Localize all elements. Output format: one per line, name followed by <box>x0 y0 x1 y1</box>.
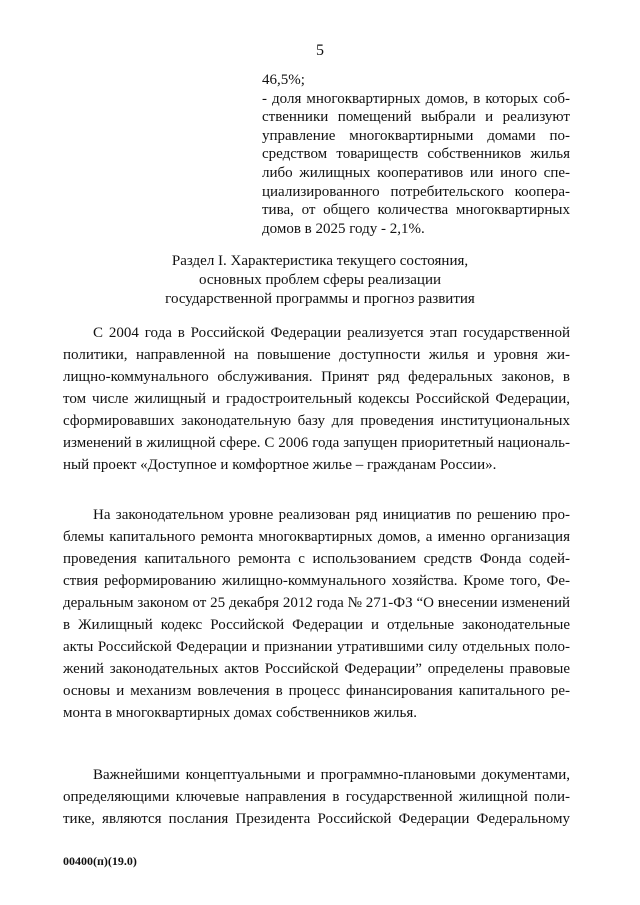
paragraph-1 <box>63 322 570 476</box>
text-line: тива, от общего количества многоквартирных <box>262 202 570 219</box>
section-heading <box>60 252 580 309</box>
text-line: циализированного потребительского коопера- <box>262 183 570 200</box>
text-line: управление многоквартирными домами по- <box>262 127 570 144</box>
text-line: средством товариществ собственников жилья <box>262 146 570 163</box>
text-line: либо жилищных кооперативов или иного спе- <box>262 164 570 181</box>
text-line: политики, направленной на повышение доступности жилья и уровня жи- <box>63 347 570 363</box>
text-line: тике, являются послания Президента Российской Федерации Федеральному <box>63 811 570 827</box>
text-line: На законодательном уровне реализован ряд инициатив по решению про- <box>93 507 570 523</box>
list-continuation <box>262 71 570 238</box>
text-line: определяющими ключевые направления в государственной жилищной поли- <box>63 789 570 805</box>
text-line: том числе жилищный и градостроительный кодексы Российской Федерации, <box>63 391 570 407</box>
text-line: ный проект «Доступное и комфортное жилье – гражданам России». <box>63 457 497 473</box>
text-line: лищно-коммунального обслуживания. Принят ряд федеральных законов, в <box>63 369 570 385</box>
text-line: ственники помещений выбрали и реализуют <box>262 109 570 126</box>
heading-line: Раздел I. Характеристика текущего состояния, <box>171 253 469 269</box>
text-line: ствия реформированию жилищно-коммунального хозяйства. Кроме того, Фе- <box>63 573 570 589</box>
text-line: - доля многоквартирных домов, в которых соб- <box>262 90 570 107</box>
text-line: деральным законом от 25 декабря 2012 года № 271-ФЗ “О внесении изменений <box>63 595 570 611</box>
text-line: изменений в жилищной сфере. С 2006 года запущен приоритетный националь- <box>63 435 570 451</box>
heading-line: государственной программы и прогноз развития <box>165 291 475 307</box>
text-line: Важнейшими концептуальными и программно-плановыми документами, <box>93 767 570 783</box>
text-line: жений законодательных актов Российской Федерации” определены правовые <box>63 661 570 677</box>
page-number: 5 <box>316 42 324 59</box>
paragraph-3 <box>63 764 570 830</box>
heading-line: основных проблем сферы реализации <box>198 272 442 288</box>
text-line: акты Российской Федерации и признании утратившими силу отдельных поло- <box>63 639 570 655</box>
text-line: монта в многоквартирных домах собственников жилья. <box>63 705 417 721</box>
text-line: основы и механизм вовлечения в процесс финансирования капитального ре- <box>63 683 570 699</box>
text-line: блемы капитального ремонта многоквартирных домов, а именно организация <box>63 529 570 545</box>
text-line: проведения капитального ремонта с использованием средств Фонда содей- <box>63 551 570 567</box>
text-line: в Жилищный кодекс Российской Федерации и отдельные законодательные <box>63 617 570 633</box>
paragraph-2 <box>63 504 570 724</box>
text-line: сформировавших законодательную базу для проведения институциональных <box>63 413 570 429</box>
text-line: С 2004 года в Российской Федерации реализуется этап государственной <box>93 325 570 341</box>
text-line: 46,5%; <box>262 72 305 88</box>
document-code: 00400(п)(19.0) <box>63 854 137 868</box>
text-line: домов в 2025 году - 2,1%. <box>262 220 425 237</box>
